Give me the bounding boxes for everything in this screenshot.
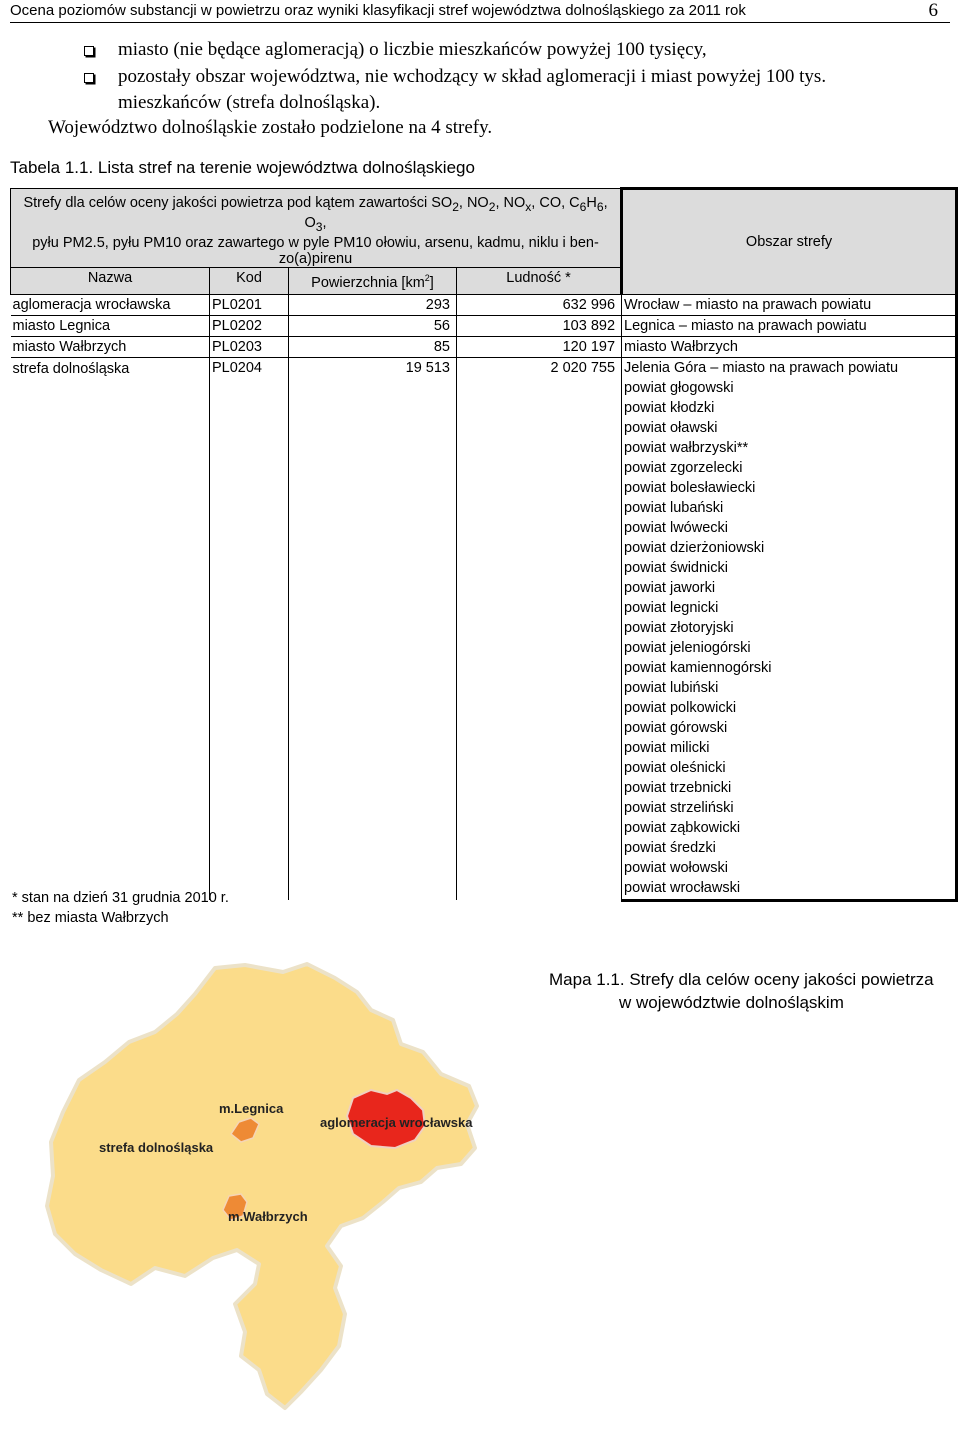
zone-item: powiat oleśnicki [624,759,726,776]
intro-paragraph: Województwo dolnośląskie zostało podzielone na 4 strefy. [48,117,493,138]
page-number: 6 [928,0,938,21]
zone-item: powiat wałbrzyski** [624,439,749,456]
footnote: * stan na dzień 31 grudnia 2010 r. [12,890,229,906]
header-obszar-strefy: Obszar strefy [622,189,957,295]
cell-kod: PL0203 [210,336,289,357]
zone-item: powiat kamiennogórski [624,659,772,676]
cell-obszar: Wrocław – miasto na prawach powiatu [622,294,957,315]
zone-item: powiat dzierżoniowski [624,539,765,556]
cell-kod: PL0201 [210,294,289,315]
column-header-powierzchnia: Powierzchnia $[km^2]$ [289,267,457,294]
map-caption-line: w województwie dolnośląskim [619,993,844,1012]
zone-item: powiat lwówecki [624,519,728,536]
cell-powierzchnia: 56 [289,315,457,336]
zone-item: powiat złotoryjski [624,619,734,636]
cell-kod: PL0202 [210,315,289,336]
checkbox-bullet-icon [84,46,94,56]
zone-item: powiat strzeliński [624,799,734,816]
zone-item: powiat legnicki [624,599,719,616]
cell-ludnosc: 103 892 [457,315,622,336]
cell-obszar: miasto Wałbrzych [622,336,957,357]
map-caption [549,968,949,1014]
footnote: ** bez miasta Wałbrzych [12,910,169,926]
checkbox-bullet-icon [84,73,94,83]
zone-item: powiat lubański [624,499,724,516]
map-region-strefa-dolnoslaska [47,964,477,1408]
zone-item: powiat bolesławiecki [624,479,756,496]
map-label-legnica: m.Legnica [219,1101,284,1116]
table-header-description: Strefy dla celów oceny jakości powietrza pod kątem zawartości $SO_2$, $NO_2$, $NO_x$, CO, $C_6H_6$, $O_3$, pyłu PM2.5, pyłu PM10 oraz zawartego w pyle PM10 ołowiu, arsenu, kadmu, niklu i ben- zo(a)pirenu [11,189,622,268]
zone-item: Jelenia Góra – miasto na prawach powiatu [624,359,899,376]
table-row [11,336,957,357]
zone-item: powiat lubiński [624,679,719,696]
cell-nazwa: strefa dolnośląska [11,357,210,900]
bullet-continuation: mieszkańców (strefa dolnośląska). [118,92,381,113]
cell-ludnosc: 2 020 755 [457,357,622,900]
cell-nazwa: miasto Legnica [11,315,210,336]
cell-powierzchnia: 293 [289,294,457,315]
table-caption: Tabela 1.1. Lista stref na terenie województwa dolnośląskiego [10,158,475,177]
zone-table [10,187,958,902]
zone-item: powiat oławski [624,419,718,436]
column-header-ludnosc: Ludność * [457,267,622,294]
zone-item: powiat jeleniogórski [624,639,751,656]
zone-item: powiat średzki [624,839,716,856]
zone-item: powiat świdnicki [624,559,728,576]
zone-item: powiat kłodzki [624,399,715,416]
table-row [11,357,957,900]
zone-item: powiat polkowicki [624,699,737,716]
table-header-row [11,189,957,268]
table-row [11,315,957,336]
zone-item: powiat wołowski [624,859,728,876]
zone-item: powiat milicki [624,739,710,756]
cell-powierzchnia: 19 513 [289,357,457,900]
zone-map [45,962,485,1412]
cell-nazwa: miasto Wałbrzych [11,336,210,357]
cell-ludnosc: 632 996 [457,294,622,315]
cell-powierzchnia: 85 [289,336,457,357]
cell-obszar-strefa-dolnoslaska [622,357,957,900]
zone-item: powiat głogowski [624,379,734,396]
table-row [11,294,957,315]
map-label-walbrzych: m.Wałbrzych [228,1209,308,1224]
cell-nazwa: aglomeracja wrocławska [11,294,210,315]
zone-item: powiat jaworki [624,579,716,596]
cell-obszar: Legnica – miasto na prawach powiatu [622,315,957,336]
zone-item: powiat trzebnicki [624,779,732,796]
map-label-strefa: strefa dolnośląska [99,1140,214,1155]
cell-ludnosc: 120 197 [457,336,622,357]
zone-item: powiat górowski [624,719,728,736]
page-header [10,0,950,23]
zone-item: powiat zgorzelecki [624,459,743,476]
column-header-nazwa: Nazwa [11,267,210,294]
column-header-kod: Kod [210,267,289,294]
map-caption-line: Mapa 1.1. Strefy dla celów oceny jakości powietrza [549,970,934,989]
bullet-text: miasto (nie będące aglomeracją) o liczbie mieszkańców powyżej 100 tysięcy, [118,39,707,60]
cell-kod: PL0204 [210,357,289,900]
header-title: Ocena poziomów substancji w powietrzu oraz wyniki klasyfikacji stref województwa dolnośląskiego za 2011 rok [10,2,746,19]
map-label-aglomeracja: aglomeracja wrocławska [320,1115,473,1130]
bullet-text: pozostały obszar województwa, nie wchodzący w skład aglomeracji i miast powyżej 100 tys. [118,66,827,87]
zone-item: powiat ząbkowicki [624,819,741,836]
footnotes [12,888,229,928]
zone-item: powiat wrocławski [624,879,741,896]
